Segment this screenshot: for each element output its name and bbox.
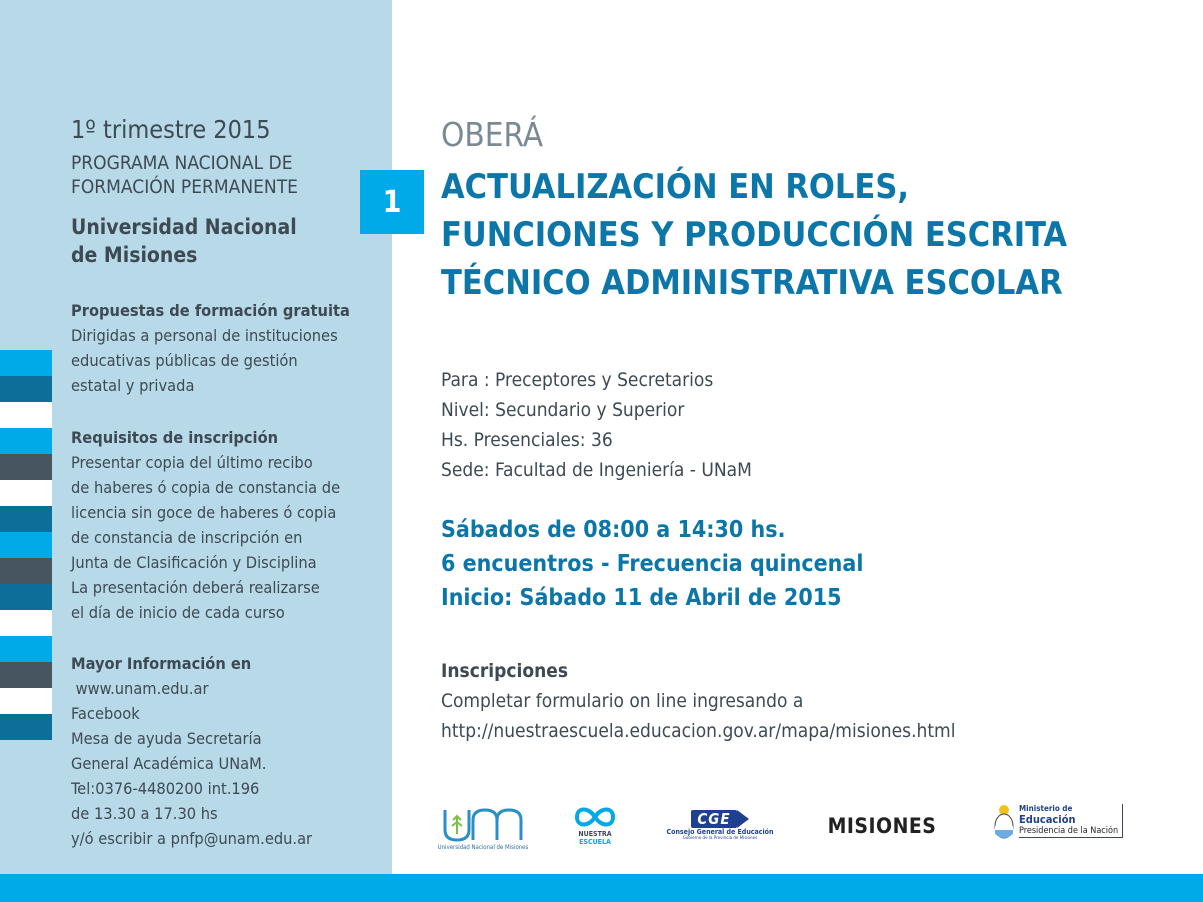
stripe-block	[0, 662, 52, 688]
detail-line: Sede: Facultad de Ingeniería - UNaM	[441, 459, 752, 481]
section-title: Propuestas de formación gratuita	[71, 301, 350, 320]
email-line[interactable]: y/ó escribir a pnfp@unam.edu.ar	[71, 829, 313, 848]
info-section	[71, 651, 387, 851]
educacion-line: Educación	[1019, 813, 1076, 826]
inscripciones-line: Completar formulario on line ingresando a	[441, 690, 804, 712]
section-line: estatal y privada	[71, 376, 195, 395]
stripe-block	[0, 376, 52, 402]
section-line: Presentar copia del último recibo	[71, 453, 313, 472]
stripe-block	[0, 480, 52, 506]
cge-caption: Consejo General de Educación	[666, 828, 774, 836]
misiones-wordmark: MISIONES	[827, 814, 937, 838]
schedule-line: 6 encuentros - Frecuencia quincenal	[441, 551, 864, 577]
section-line: Dirigidas a personal de instituciones	[71, 326, 338, 345]
section-line: La presentación deberá realizarse	[71, 578, 320, 597]
title-line: TÉCNICO ADMINISTRATIVA ESCOLAR	[441, 263, 1063, 303]
title-line: FUNCIONES Y PRODUCCIÓN ESCRITA	[441, 215, 1068, 255]
stripe-block	[0, 636, 52, 662]
cge-logo	[664, 810, 776, 841]
ministerio-text	[1019, 804, 1123, 838]
stripe-block	[0, 454, 52, 480]
university-line: Universidad Nacional	[71, 215, 297, 239]
unam-caption: Universidad Nacional de Misiones	[437, 844, 529, 851]
section-line: de haberes ó copia de constancia de	[71, 478, 341, 497]
program-name	[71, 151, 381, 199]
national-coat-of-arms-icon	[993, 804, 1015, 840]
presidencia-line: Presidencia de la Nación	[1019, 826, 1119, 836]
university-name	[71, 213, 381, 269]
section-line: de constancia de inscripción en	[71, 528, 303, 547]
course-title	[441, 163, 1067, 307]
stripe-block	[0, 610, 52, 636]
requisitos-section	[71, 425, 387, 625]
detail-line: Nivel: Secundario y Superior	[441, 399, 685, 421]
schedule-line: Sábados de 08:00 a 14:30 hs.	[441, 517, 786, 543]
nuestra-label: NUESTRA	[578, 830, 612, 838]
stripe-block	[0, 688, 52, 714]
ministerio-logo	[993, 804, 1127, 840]
misiones-logo	[820, 814, 944, 838]
stripe-block	[0, 558, 52, 584]
city-label: OBERÁ	[441, 115, 544, 154]
ministerio-line: Ministerio de	[1019, 804, 1073, 813]
stripe-block	[0, 428, 52, 454]
nuestra-escuela-logo	[568, 804, 622, 846]
detail-line: Hs. Presenciales: 36	[441, 429, 613, 451]
stripe-block	[0, 402, 52, 428]
university-line: de Misiones	[71, 243, 198, 267]
course-details	[441, 365, 752, 485]
section-line: educativas públicas de gestión	[71, 351, 298, 370]
section-line: de 13.30 a 17.30 hs	[71, 804, 218, 823]
detail-line: Para : Preceptores y Secretarios	[441, 369, 714, 391]
program-line: PROGRAMA NACIONAL DE	[71, 152, 293, 174]
sidebar-panel	[0, 0, 392, 874]
course-schedule	[441, 513, 863, 615]
stripe-block	[0, 532, 52, 558]
facebook-link[interactable]: Facebook	[71, 704, 140, 723]
program-line: FORMACIÓN PERMANENTE	[71, 176, 298, 198]
section-line: General Académica UNaM.	[71, 754, 267, 773]
cge-mark-text: CGE	[691, 810, 736, 828]
trimester-label: 1º trimestre 2015	[71, 115, 271, 144]
website-link[interactable]: www.unam.edu.ar	[71, 679, 209, 698]
cge-mark	[691, 810, 748, 828]
propuestas-section	[71, 298, 387, 398]
infinity-icon	[571, 804, 619, 830]
unam-logo-mark-icon	[441, 806, 525, 844]
escuela-label: ESCUELA	[579, 838, 611, 846]
unam-logo	[437, 806, 529, 851]
stripe-block	[0, 506, 52, 532]
section-title: Mayor Información en	[71, 654, 252, 673]
inscripciones-section	[441, 656, 955, 746]
inscripciones-title: Inscripciones	[441, 660, 569, 682]
title-line: ACTUALIZACIÓN EN ROLES,	[441, 167, 909, 207]
phone-number: Tel:0376-4480200 int.196	[71, 779, 260, 798]
cge-arrow-icon	[737, 810, 749, 828]
section-line: el día de inicio de cada curso	[71, 603, 285, 622]
stripe-block	[0, 584, 52, 610]
course-number-badge: 1	[360, 170, 424, 234]
stripe-block	[0, 714, 52, 740]
section-line: Junta de Clasificación y Disciplina	[71, 553, 317, 572]
registration-url-link[interactable]: http://nuestraescuela.educacion.gov.ar/mapa/misiones.html	[441, 720, 956, 742]
section-line: licencia sin goce de haberes ó copia	[71, 503, 337, 522]
stripe-block	[0, 350, 52, 376]
section-title: Requisitos de inscripción	[71, 428, 279, 447]
section-line: Mesa de ayuda Secretaría	[71, 729, 262, 748]
cge-subcaption: Gobierno de la Provincia de Misiones	[682, 836, 758, 841]
bottom-accent-bar	[0, 874, 1203, 902]
schedule-line: Inicio: Sábado 11 de Abril de 2015	[441, 585, 842, 611]
